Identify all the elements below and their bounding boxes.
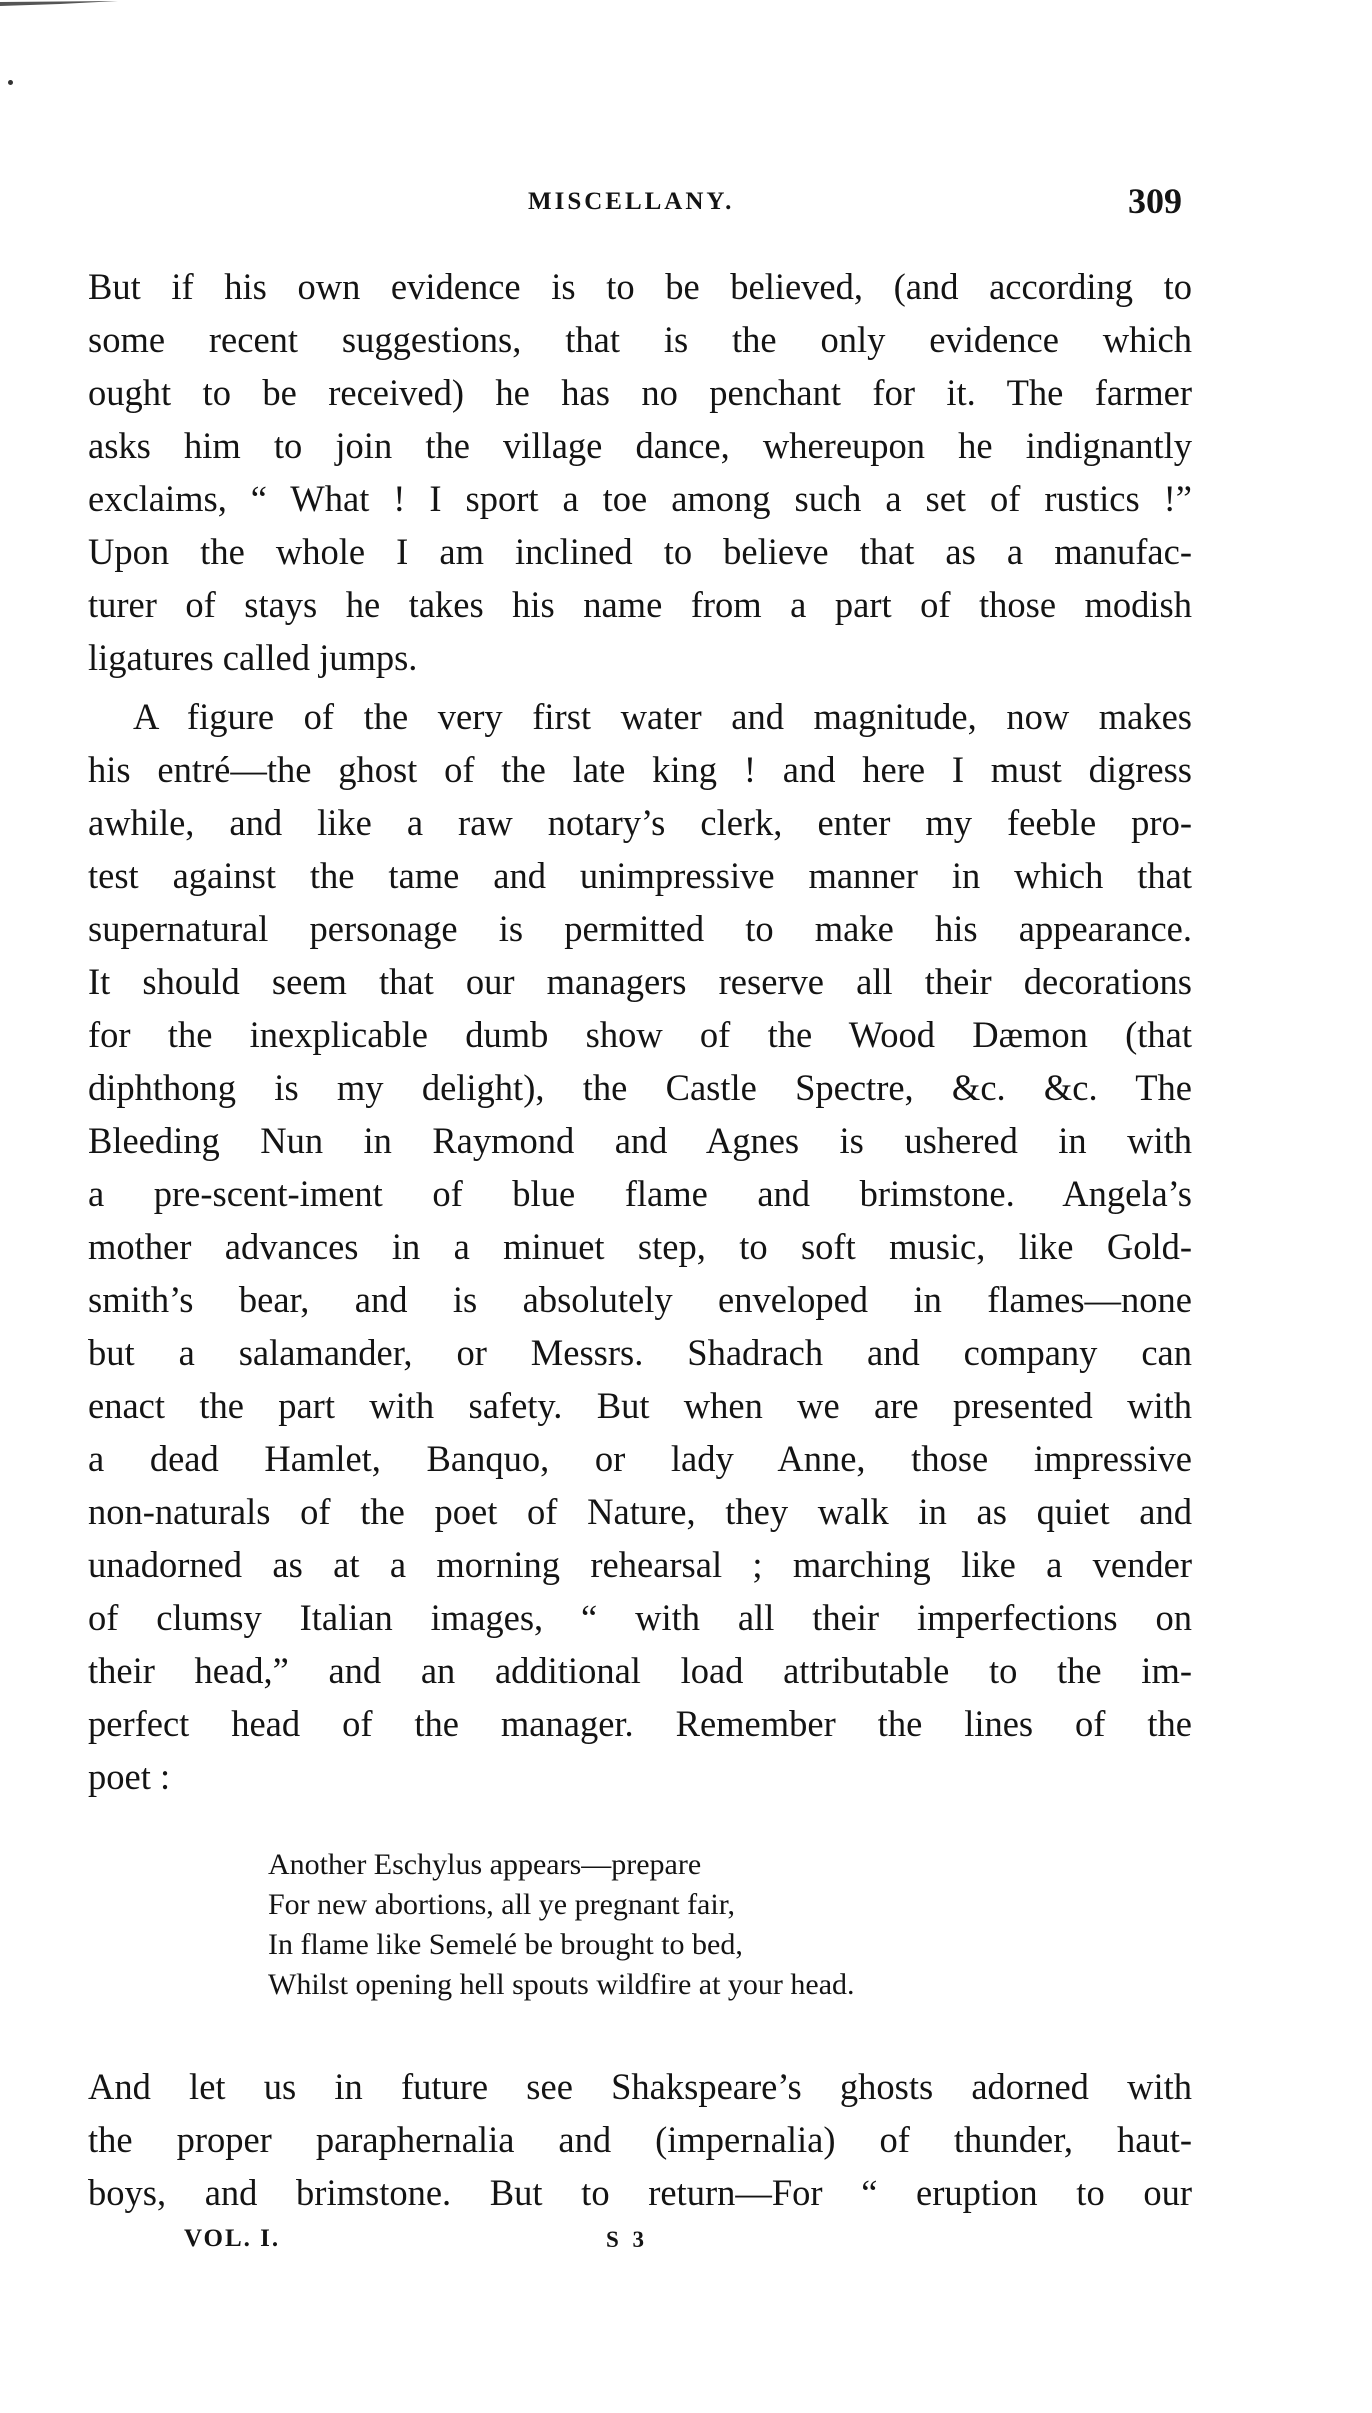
text-line: a dead Hamlet, Banquo, or lady Anne, those impressive: [88, 1438, 1192, 1479]
verse-line: Another Eschylus appears—prepare: [268, 1848, 702, 1881]
text-line: ligatures called jumps.: [88, 637, 418, 678]
text-line: Upon the whole I am inclined to believe that as a manufac-: [88, 531, 1192, 572]
verse-line: Whilst opening hell spouts wildfire at your head.: [268, 1968, 855, 2001]
text-line: the proper paraphernalia and (impernalia) of thunder, haut-: [88, 2119, 1192, 2160]
text-line: their head,” and an additional load attributable to the im-: [88, 1650, 1192, 1691]
text-line: poet :: [88, 1756, 171, 1797]
page-number: 309: [1128, 181, 1182, 221]
text-line: his entré—the ghost of the late king ! and here I must digress: [88, 749, 1192, 790]
text-line: A figure of the very first water and magnitude, now makes: [133, 696, 1192, 737]
text-line: turer of stays he takes his name from a part of those modish: [88, 584, 1192, 625]
text-line: boys, and brimstone. But to return—For “ eruption to our: [88, 2172, 1192, 2213]
signature-mark: S 3: [606, 2227, 649, 2252]
text-line: perfect head of the manager. Remember the lines of the: [88, 1703, 1192, 1744]
ink-speck: [8, 80, 13, 85]
text-line: But if his own evidence is to be believed, (and according to: [88, 266, 1192, 307]
volume-label: VOL. I.: [184, 2225, 281, 2252]
text-line: awhile, and like a raw notary’s clerk, enter my feeble pro-: [88, 802, 1192, 843]
text-line: supernatural personage is permitted to make his appearance.: [88, 908, 1192, 949]
text-line: unadorned as at a morning rehearsal ; marching like a vender: [88, 1544, 1192, 1585]
page-footer: [0, 2225, 1372, 2265]
text-line: ought to be received) he has no penchant for it. The farmer: [88, 372, 1192, 413]
running-head: [0, 180, 1372, 230]
text-line: some recent suggestions, that is the only evidence which: [88, 319, 1192, 360]
text-line: test against the tame and unimpressive manner in which that: [88, 855, 1192, 896]
verse-line: For new abortions, all ye pregnant fair,: [268, 1888, 735, 1921]
text-line: Bleeding Nun in Raymond and Agnes is ushered in with: [88, 1120, 1192, 1161]
running-title: MISCELLANY.: [528, 188, 735, 215]
text-line: And let us in future see Shakspeare’s ghosts adorned with: [88, 2066, 1192, 2107]
text-line: for the inexplicable dumb show of the Wood Dæmon (that: [88, 1014, 1192, 1055]
text-line: but a salamander, or Messrs. Shadrach and company can: [88, 1332, 1192, 1373]
text-line: mother advances in a minuet step, to soft music, like Gold-: [88, 1226, 1192, 1267]
verse-quotation: [268, 1845, 1088, 2005]
text-line: diphthong is my delight), the Castle Spectre, &c. &c. The: [88, 1067, 1192, 1108]
page-edge-stain: [0, 0, 120, 10]
text-line: exclaims, “ What ! I sport a toe among such a set of rustics !”: [88, 478, 1192, 519]
text-line: asks him to join the village dance, whereupon he indignantly: [88, 425, 1192, 466]
text-line: a pre-scent-iment of blue flame and brimstone. Angela’s: [88, 1173, 1192, 1214]
text-line: of clumsy Italian images, “ with all their imperfections on: [88, 1597, 1192, 1638]
verse-line: In flame like Semelé be brought to bed,: [268, 1928, 743, 1961]
text-line: It should seem that our managers reserve all their decorations: [88, 961, 1192, 1002]
text-line: smith’s bear, and is absolutely enveloped in flames—none: [88, 1279, 1192, 1320]
text-line: non-naturals of the poet of Nature, they walk in as quiet and: [88, 1491, 1192, 1532]
text-line: enact the part with safety. But when we are presented with: [88, 1385, 1192, 1426]
